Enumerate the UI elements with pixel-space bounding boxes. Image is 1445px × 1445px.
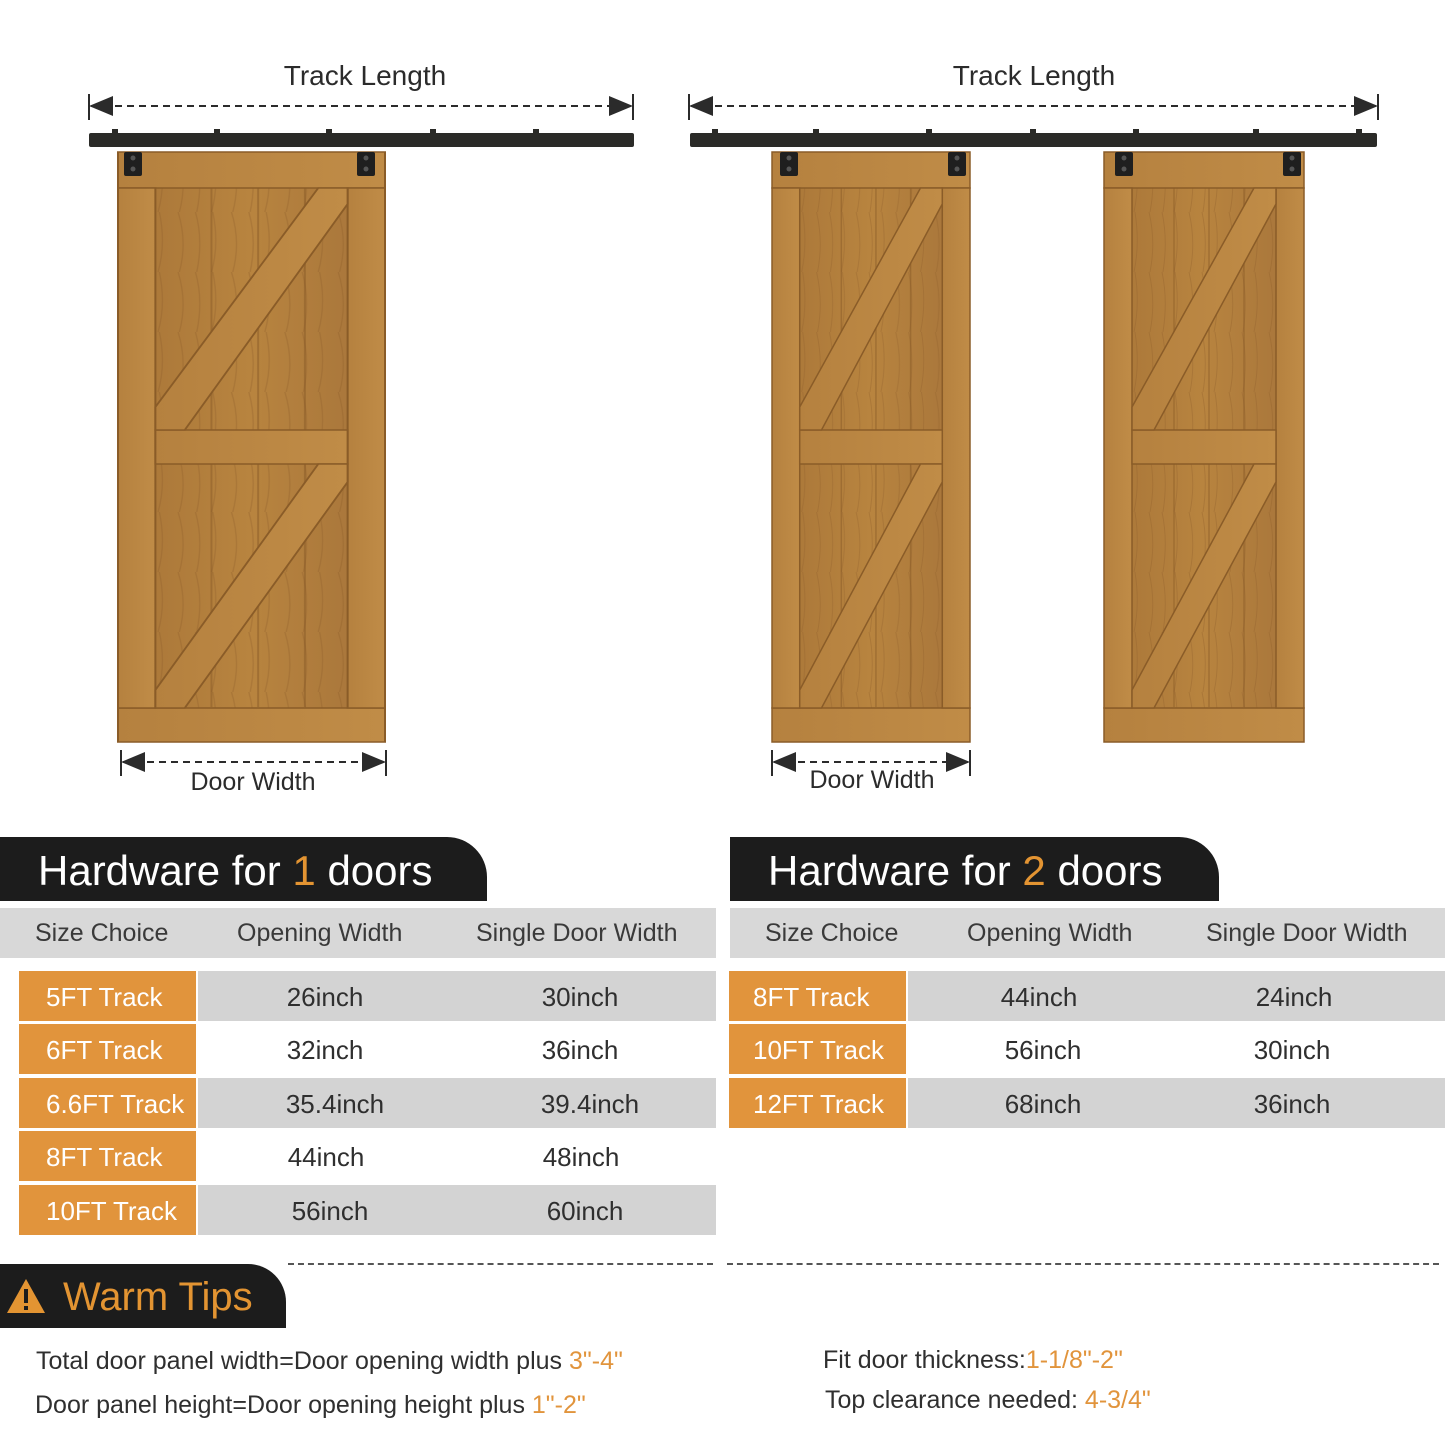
- title-prefix: Hardware for: [768, 847, 1023, 894]
- single-cell: 39.4inch: [540, 1089, 640, 1119]
- title-prefix: Hardware for: [38, 847, 293, 894]
- table-row: [19, 971, 716, 1021]
- double-door-diagram: [689, 94, 1378, 776]
- track-length-label: Track Length: [283, 60, 447, 91]
- barn-door-right: [1104, 152, 1304, 742]
- size-cell: 5FT Track: [19, 971, 198, 1021]
- header-single: Single Door Width: [1206, 918, 1408, 947]
- table-row: [729, 1078, 1445, 1128]
- single-cell: 30inch: [541, 982, 619, 1012]
- track-rail: [690, 133, 1377, 147]
- tip-text: Total door panel width=Door opening width plus: [36, 1347, 569, 1375]
- title-suffix: doors: [1045, 847, 1163, 894]
- barn-door: [118, 152, 385, 742]
- header-single: Single Door Width: [476, 918, 678, 947]
- table-title: [0, 837, 487, 901]
- tip-text: Top clearance needed:: [825, 1386, 1085, 1414]
- barn-door-left: [772, 152, 970, 742]
- size-cell: 8FT Track: [19, 1131, 198, 1181]
- table-row: [19, 1078, 716, 1128]
- tip-text: Fit door thickness:: [823, 1346, 1026, 1374]
- tip-item: [823, 1346, 1123, 1375]
- size-cell: 12FT Track: [729, 1078, 908, 1128]
- warm-tips-tab: [0, 1264, 286, 1328]
- title-number: 1: [292, 847, 316, 894]
- warning-icon: [6, 1278, 46, 1314]
- opening-cell: 44inch: [1000, 982, 1078, 1012]
- opening-cell: 68inch: [1004, 1089, 1082, 1119]
- title-suffix: doors: [315, 847, 433, 894]
- door-width-label: Door Width: [190, 768, 316, 796]
- opening-cell: 56inch: [291, 1196, 369, 1226]
- size-cell: 10FT Track: [19, 1185, 198, 1235]
- single-cell: 36inch: [541, 1035, 619, 1065]
- size-cell: 10FT Track: [729, 1024, 908, 1074]
- title-number: 2: [1022, 847, 1046, 894]
- size-cell: 8FT Track: [729, 971, 908, 1021]
- size-cell: 6.6FT Track: [19, 1078, 198, 1128]
- opening-cell: 32inch: [286, 1035, 364, 1065]
- single-cell: 60inch: [546, 1196, 624, 1226]
- track-length-label: Track Length: [952, 60, 1116, 91]
- header-size: Size Choice: [35, 918, 169, 947]
- table-row: [729, 1024, 1445, 1074]
- table-header: [0, 908, 716, 958]
- warm-tips-title: Warm Tips: [63, 1275, 253, 1319]
- table-row: [19, 1131, 716, 1181]
- track-rail: [89, 133, 634, 147]
- tip-value: 1-1/8"-2": [1025, 1346, 1123, 1374]
- tip-item: [35, 1391, 586, 1420]
- opening-cell: 35.4inch: [285, 1089, 385, 1119]
- divider: [727, 1263, 1439, 1265]
- opening-cell: 44inch: [287, 1142, 365, 1172]
- tip-value: 4-3/4": [1084, 1386, 1151, 1414]
- single-door-diagram: [89, 94, 634, 776]
- header-opening: Opening Width: [967, 918, 1133, 947]
- size-cell: 6FT Track: [19, 1024, 198, 1074]
- single-cell: 36inch: [1253, 1089, 1331, 1119]
- divider: [288, 1263, 713, 1265]
- opening-cell: 26inch: [286, 982, 364, 1012]
- tip-item: [825, 1386, 1151, 1415]
- opening-cell: 56inch: [1004, 1035, 1082, 1065]
- table-header: [730, 908, 1445, 958]
- tip-value: 1"-2": [531, 1391, 586, 1419]
- header-size: Size Choice: [765, 918, 899, 947]
- header-opening: Opening Width: [237, 918, 403, 947]
- single-cell: 24inch: [1255, 982, 1333, 1012]
- table-title: [730, 837, 1219, 901]
- table-row: [19, 1024, 716, 1074]
- tip-text: Door panel height=Door opening height plus: [35, 1391, 532, 1419]
- single-cell: 48inch: [542, 1142, 620, 1172]
- door-width-label: Door Width: [809, 766, 935, 794]
- table-row: [19, 1185, 716, 1235]
- tip-value: 3"-4": [568, 1347, 623, 1375]
- table-row: [729, 971, 1445, 1021]
- single-cell: 30inch: [1253, 1035, 1331, 1065]
- tip-item: [36, 1347, 623, 1376]
